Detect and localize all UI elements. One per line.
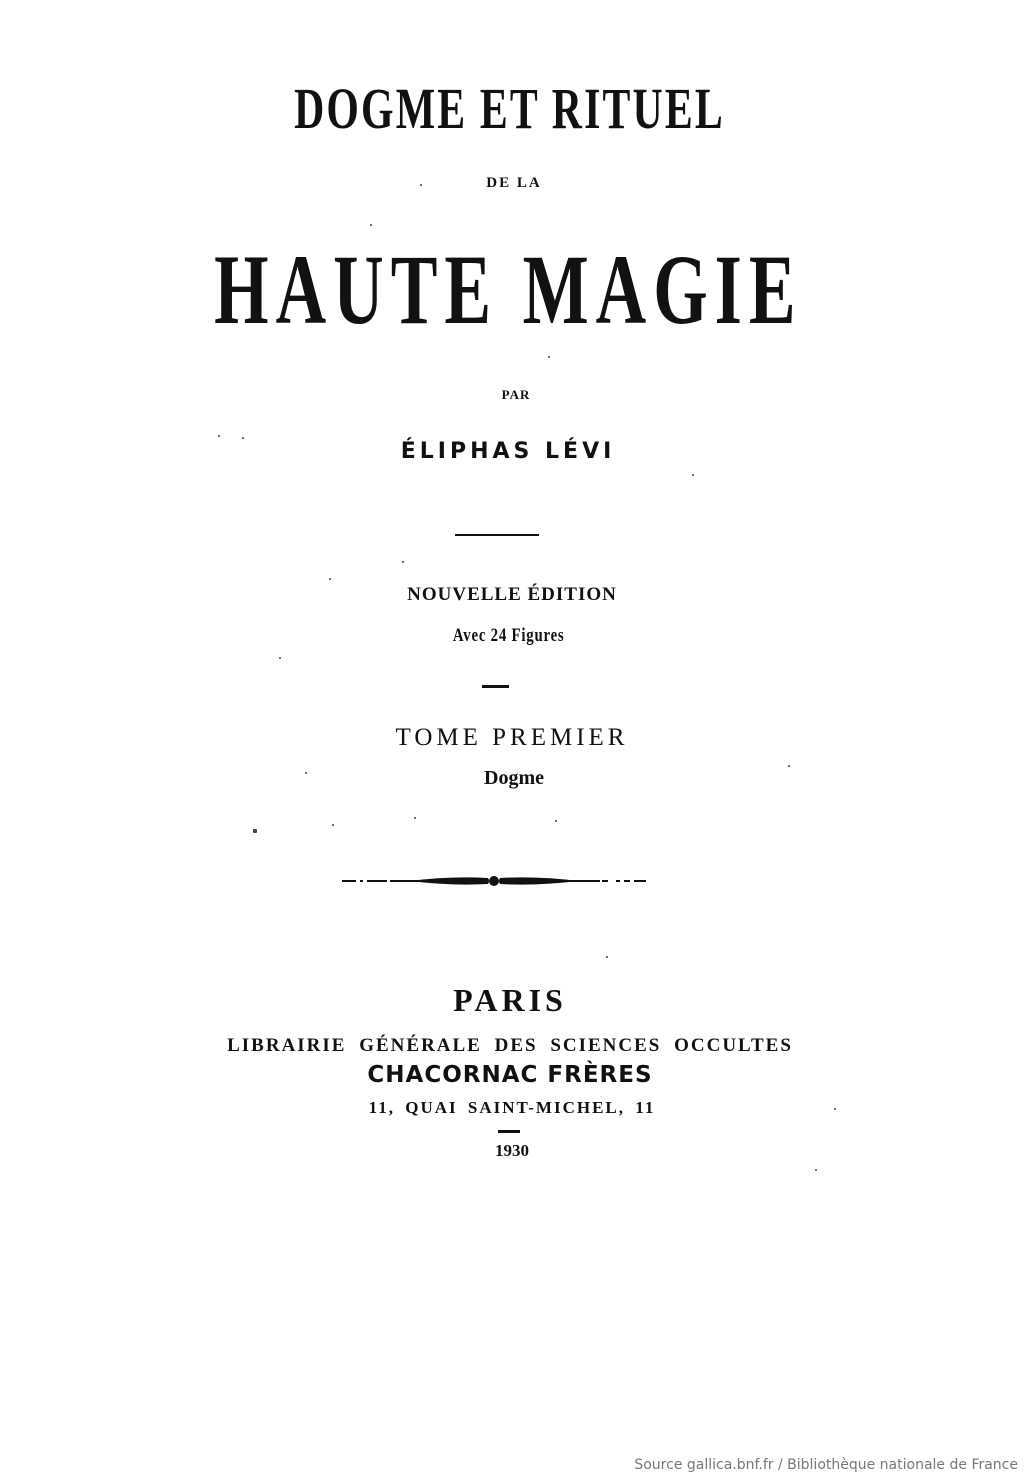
short-divider: [482, 685, 509, 688]
scan-speck: [332, 824, 334, 826]
scan-speck: [548, 356, 550, 358]
scan-speck: [253, 829, 257, 833]
scan-speck: [815, 1169, 817, 1171]
author-name: ÉLIPHAS LÉVI: [400, 439, 616, 464]
title-line-1: DOGME ET RITUEL: [294, 76, 725, 141]
scan-speck: [692, 474, 694, 476]
publisher-address: 11, QUAI SAINT-MICHEL, 11: [368, 1098, 656, 1117]
figures-note: Avec 24 Figures: [452, 625, 565, 646]
by-label: PAR: [501, 387, 531, 402]
publisher-line: LIBRAIRIE GÉNÉRALE DES SCIENCES OCCULTES: [227, 1035, 793, 1056]
scan-speck: [279, 657, 281, 659]
title-line-2: HAUTE MAGIE: [214, 234, 803, 345]
imprint-city: PARIS: [453, 982, 567, 1018]
scan-speck: [305, 772, 307, 774]
short-divider: [498, 1130, 520, 1133]
publication-year: 1930: [495, 1141, 529, 1160]
scan-speck: [414, 817, 416, 819]
scan-speck: [555, 820, 557, 822]
divider-rule: [455, 534, 539, 536]
edition-label: NOUVELLE ÉDITION: [407, 584, 617, 605]
title-connector: DE LA: [486, 175, 542, 191]
scan-speck: [788, 765, 790, 767]
volume-subtitle: Dogme: [484, 767, 544, 789]
scan-speck: [242, 437, 244, 439]
scan-speck: [834, 1108, 836, 1110]
scan-speck: [370, 224, 372, 226]
publisher-name: CHACORNAC FRÈRES: [367, 1062, 653, 1088]
scan-speck: [606, 956, 608, 958]
scan-speck: [420, 184, 422, 186]
scan-speck: [402, 561, 404, 563]
scan-speck: [329, 578, 331, 580]
ornament-divider-icon: [340, 872, 650, 890]
scan-speck: [218, 435, 220, 437]
volume-label: TOME PREMIER: [395, 724, 629, 751]
source-attribution: Source gallica.bnf.fr / Bibliothèque nationale de France: [634, 1457, 1018, 1473]
